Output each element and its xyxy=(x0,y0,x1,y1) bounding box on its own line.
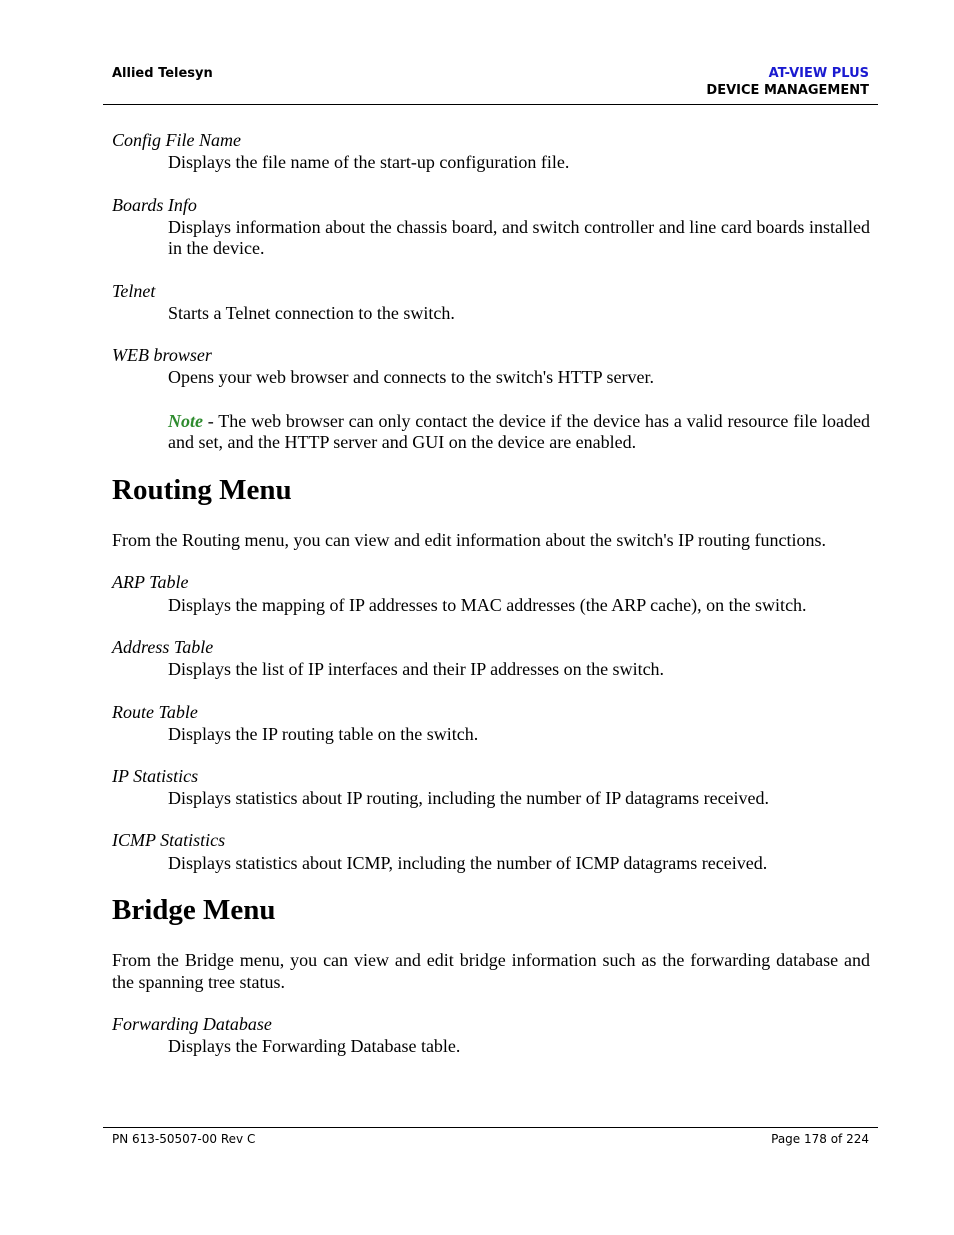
desc-ip-statistics: Displays statistics about IP routing, including the number of IP datagrams received. xyxy=(168,788,770,808)
note-paragraph xyxy=(168,411,870,453)
desc-route-table: Displays the IP routing table on the switch. xyxy=(168,724,479,744)
term-telnet: Telnet xyxy=(112,281,156,301)
term-address-table: Address Table xyxy=(112,637,214,657)
header-rule xyxy=(103,104,878,105)
term-web-browser: WEB browser xyxy=(112,345,212,365)
desc-telnet: Starts a Telnet connection to the switch. xyxy=(168,303,455,323)
header-product: AT-VIEW PLUS xyxy=(768,66,869,81)
note-label: Note xyxy=(168,411,203,431)
desc-forwarding-database: Displays the Forwarding Database table. xyxy=(168,1036,461,1056)
term-forwarding-database: Forwarding Database xyxy=(112,1014,272,1034)
heading-routing-menu: Routing Menu xyxy=(112,474,292,506)
term-route-table: Route Table xyxy=(112,702,198,722)
heading-bridge-menu: Bridge Menu xyxy=(112,894,276,926)
routing-intro: From the Routing menu, you can view and edit information about the switch's IP routing functions. xyxy=(112,530,826,550)
term-boards-info: Boards Info xyxy=(112,195,197,215)
footer-rule xyxy=(103,1127,878,1128)
bridge-intro: From the Bridge menu, you can view and edit bridge information such as the forwarding database and the spanning tree status. xyxy=(112,950,870,992)
term-icmp-statistics: ICMP Statistics xyxy=(112,830,226,850)
footer-part-number: PN 613-50507-00 Rev C xyxy=(112,1132,256,1146)
desc-icmp-statistics: Displays statistics about ICMP, including the number of ICMP datagrams received. xyxy=(168,853,768,873)
footer-page-number: Page 178 of 224 xyxy=(771,1132,869,1146)
desc-arp-table: Displays the mapping of IP addresses to MAC addresses (the ARP cache), on the switch. xyxy=(168,595,807,615)
note-text: - The web browser can only contact the device if the device has a valid resource file loaded and set, and the HTTP server and GUI on the device are enabled. xyxy=(168,411,870,452)
desc-config-file-name: Displays the file name of the start-up configuration file. xyxy=(168,152,570,172)
desc-boards-info: Displays information about the chassis board, and switch controller and line card boards installed in the device. xyxy=(168,217,870,258)
header-section: DEVICE MANAGEMENT xyxy=(706,83,869,98)
term-config-file-name: Config File Name xyxy=(112,130,241,150)
term-ip-statistics: IP Statistics xyxy=(112,766,199,786)
term-arp-table: ARP Table xyxy=(112,572,189,592)
header-company: Allied Telesyn xyxy=(112,66,213,81)
desc-address-table: Displays the list of IP interfaces and their IP addresses on the switch. xyxy=(168,659,665,679)
desc-web-browser: Opens your web browser and connects to the switch's HTTP server. xyxy=(168,367,654,387)
